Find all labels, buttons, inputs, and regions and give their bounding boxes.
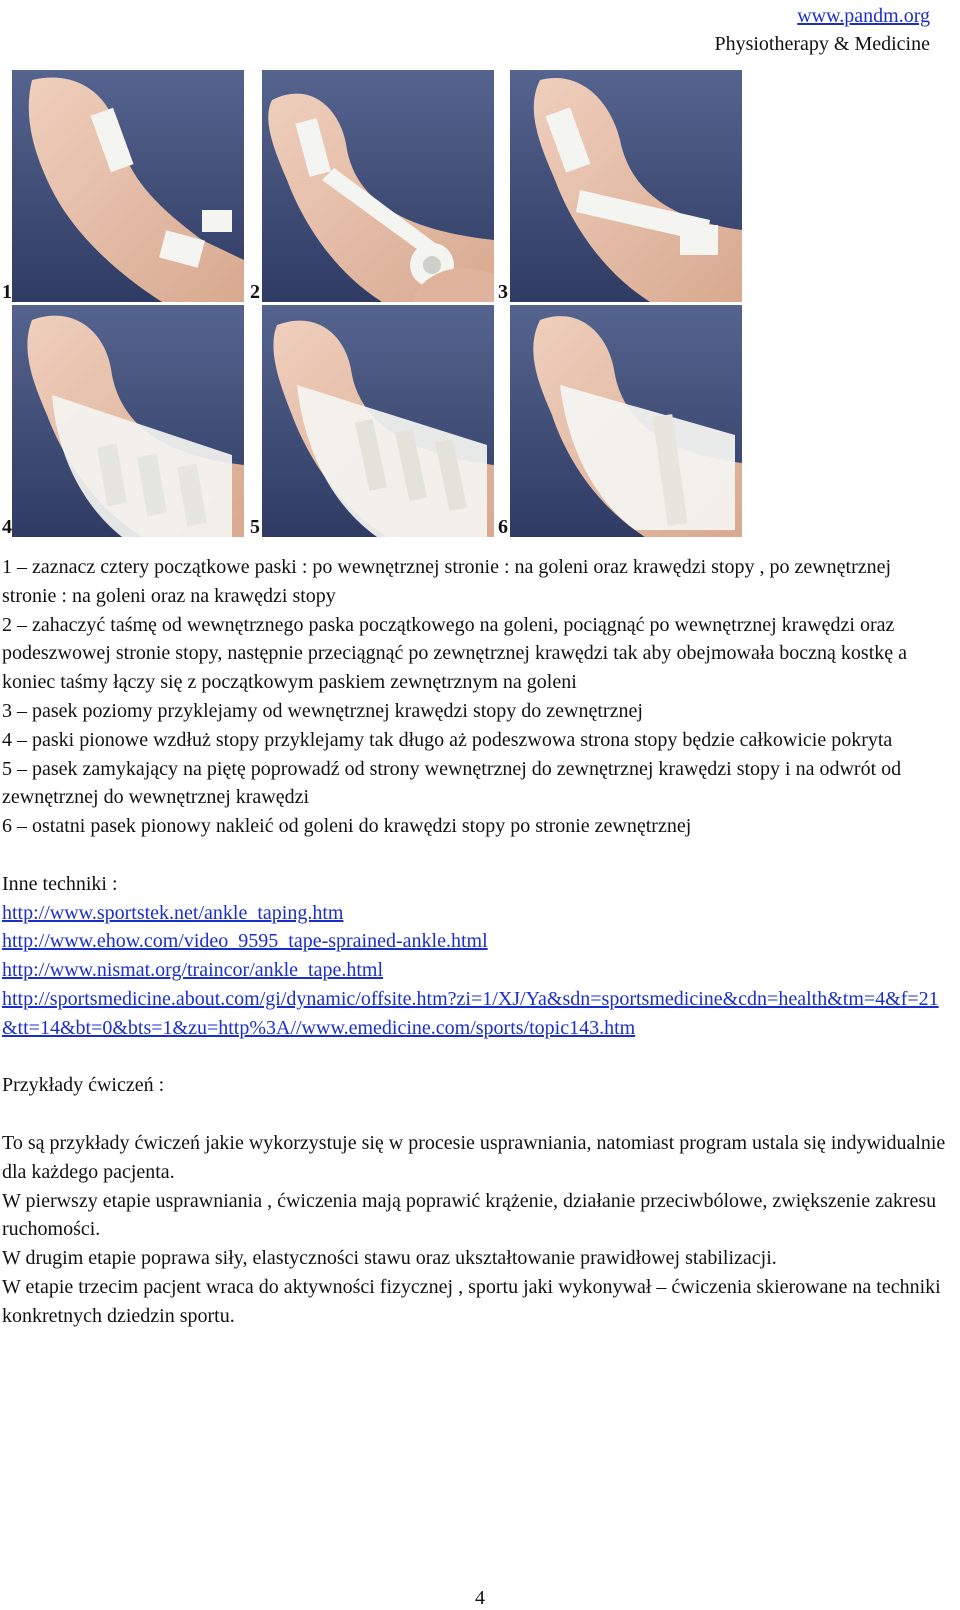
taping-photo-5 (262, 305, 494, 537)
step-5: 5 – pasek zamykający na piętę poprowadź od strony wewnętrznej do zewnętrznej krawędzi stopy i na odwrót od zewnętrznej do wewnętrznej krawędzi (2, 757, 902, 809)
step-4: 4 – paski pionowe wzdłuż stopy przyklejamy tak długo aż podeszwowa strona stopy będzie całkowicie pokryta (2, 728, 893, 751)
figure-label-4: 4 (2, 516, 12, 538)
figure-label-5: 5 (250, 516, 260, 538)
page-header (714, 2, 930, 58)
technique-link-1[interactable]: http://www.sportstek.net/ankle_taping.htm (2, 901, 344, 924)
figure-label-6: 6 (498, 516, 508, 538)
exercises-paragraph-4: W etapie trzecim pacjent wraca do aktywności fizycznej , sportu jaki wykonywał – ćwiczenia skierowane na techniki konkretnych dziedzin sportu. (2, 1275, 941, 1327)
exercises-paragraph-1: To są przykłady ćwiczeń jakie wykorzystuje się w procesie usprawniania, natomiast program ustala się indywidualnie dla każdego pacjenta. (2, 1131, 946, 1183)
step-6: 6 – ostatni pasek pionowy nakleić od goleni do krawędzi stopy po stronie zewnętrznej (2, 815, 692, 838)
step-1: 1 – zaznacz cztery początkowe paski : po wewnętrznej stronie : na goleni oraz krawędzi stopy , po zewnętrznej stronie : na goleni oraz na krawędzi stopy (2, 556, 892, 607)
taping-photo-2 (262, 70, 494, 302)
taping-photo-3 (510, 70, 742, 302)
page-number: 4 (475, 1587, 485, 1609)
taping-photo-4 (12, 305, 244, 537)
taping-photo-1 (12, 70, 244, 302)
exercises-paragraph-3: W drugim etapie poprawa siły, elastyczności stawu oraz ukształtowanie prawidłowej stabilizacji. (2, 1247, 777, 1270)
spacer (2, 1043, 947, 1072)
figure-label-2: 2 (250, 281, 260, 303)
spacer (2, 841, 947, 870)
figure-label-3: 3 (498, 281, 508, 303)
exercises-heading: Przykłady ćwiczeń : (2, 1074, 165, 1097)
taping-photo-6 (510, 305, 742, 537)
site-link[interactable]: www.pandm.org (797, 5, 930, 27)
other-techniques-heading: Inne techniki : (2, 872, 118, 895)
document-body (2, 553, 947, 1331)
step-2: 2 – zahaczyć taśmę od wewnętrznego paska początkowego na goleni, pociągnąć po wewnętrznej krawędzi oraz podeszwowej stronie stopy, następnie przeciągnąć po zewnętrznej krawędzi tak aby obejmowała boczną kostkę a koniec taśmy łączy się z początkowym paskiem zewnętrznym na goleni (2, 613, 908, 694)
spacer (2, 1100, 947, 1129)
technique-link-2[interactable]: http://www.ehow.com/video_9595_tape-sprained-ankle.html (2, 930, 488, 953)
step-3: 3 – pasek poziomy przyklejamy od wewnętrznej krawędzi stopy do zewnętrznej (2, 699, 643, 722)
technique-link-4[interactable]: http://sportsmedicine.about.com/gi/dynamic/offsite.htm?zi=1/XJ/Ya&sdn=sportsmedicine&cdn=health&tm=4&f=21&tt=14&bt=0&bts=1&zu=http%3A//www.emedicine.com/sports/topic143.htm (2, 987, 939, 1039)
technique-link-3[interactable]: http://www.nismat.org/traincor/ankle_tape.html (2, 959, 384, 982)
site-subtitle: Physiotherapy & Medicine (714, 33, 930, 55)
exercises-paragraph-2: W pierwszy etapie usprawniania , ćwiczenia mają poprawić krążenie, działanie przeciwbólowe, zwiększenie zakresu ruchomości. (2, 1189, 937, 1241)
figure-label-1: 1 (2, 281, 12, 303)
